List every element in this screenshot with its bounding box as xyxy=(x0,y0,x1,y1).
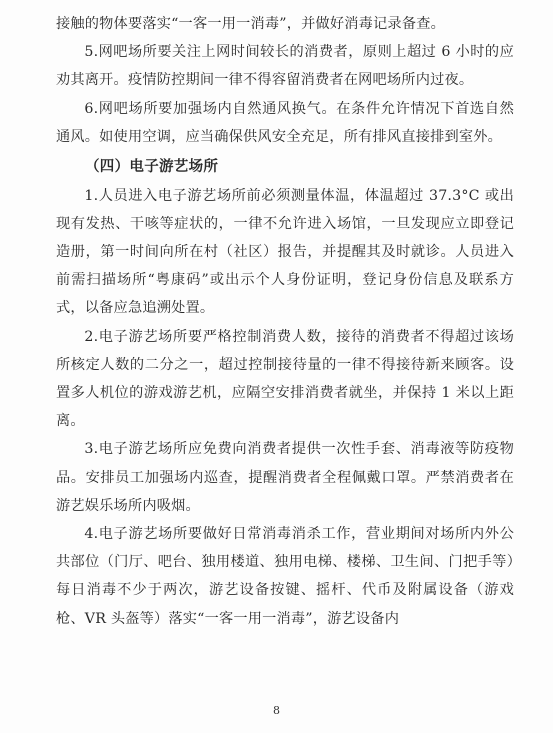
paragraph-item-4: 4.电子游艺场所要做好日常消毒消杀工作，营业期间对场所内外公共部位（门厅、吧台、独用楼道、独用电梯、楼梯、卫生间、门把手等）每日消毒不少于两次，游艺设备按键、摇杆、代币及附属设备（游戏枪、VR 头盔等）落实“一客一用一消毒”，游艺设备内 xyxy=(56,525,514,627)
paragraph-continuation: 接触的物体要落实“一客一用一消毒”，并做好消毒记录备查。 xyxy=(56,16,445,32)
paragraph-item-6: 6.网吧场所要加强场内自然通风换气。在条件允许情况下首选自然通风。如使用空调，应当确保供风安全充足，所有排风直接排到室外。 xyxy=(56,100,514,145)
paragraph-item-2: 2.电子游艺场所要严格控制消费人数，接待的消费者不得超过该场所核定人数的二分之一，超过控制接待量的一律不得接待新来顾客。设置多人机位的游戏游艺机，应隔空安排消费者就坐，并保持 1 米以上距离。 xyxy=(56,328,514,430)
page-number: 8 xyxy=(273,704,280,717)
page-body xyxy=(56,10,514,633)
paragraph-item-3: 3.电子游艺场所应免费向消费者提供一次性手套、消毒液等防疫物品。安排员工加强场内巡查，提醒消费者全程佩戴口罩。严禁消费者在游艺娱乐场所内吸烟。 xyxy=(56,441,514,514)
section-heading-electronic-games: （四）电子游艺场所 xyxy=(85,159,219,176)
paragraph-item-5: 5.网吧场所要关注上网时间较长的消费者，原则上超过 6 小时的应劝其离开。疫情防控期间一律不得容留消费者在网吧场所内过夜。 xyxy=(56,44,514,89)
paragraph-item-1: 1.人员进入电子游艺场所前必须测量体温，体温超过 37.3°C 或出现有发热、干咳等症状的，一律不允许进入场馆，一旦发现应立即登记造册，第一时间向所在村（社区）报告，并提醒其及时就诊。人员进入前需扫描场所“粤康码”或出示个人身份证明，登记身份信息及联系方式，以备应急追溯处置。 xyxy=(56,187,514,317)
